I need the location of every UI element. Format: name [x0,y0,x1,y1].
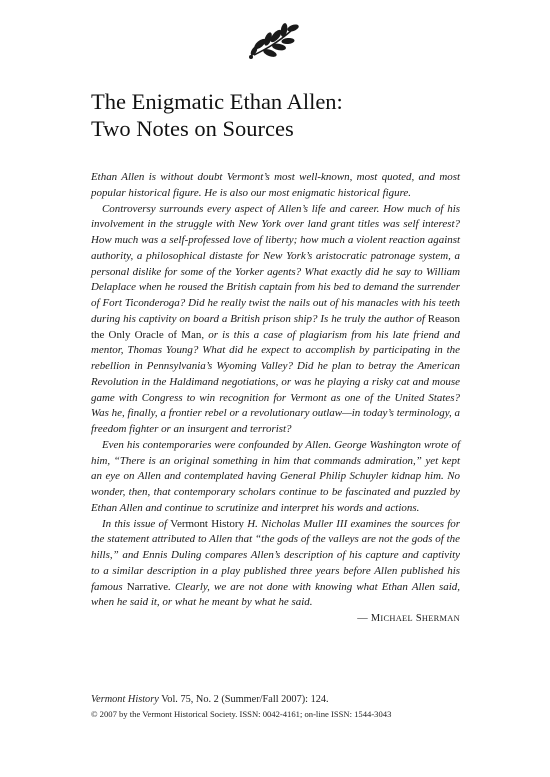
copyright-line: © 2007 by the Vermont Historical Society. ISSN: 0042-4161; on-line ISSN: 1544-3043 [91,709,392,719]
paragraph-this-issue [91,517,460,612]
footer-journal: Vermont History [91,694,159,705]
paragraph-this-issue-text-b: H. Nicholas Muller III examines the sources for the statement attributed to Allen that “the gods of the valleys are not the gods of the hills,” and Ennis Duling compares Allen’s description of his capture and captivity to a similar description in a play published three years before Allen published his famous [91,517,461,593]
title-line-2: Two Notes on Sources [91,116,294,141]
footer-citation: Vol. 75, No. 2 (Summer/Fall 2007): 124. [161,694,329,705]
article-body [91,170,460,627]
title-line-1: The Enigmatic Ethan Allen: [91,89,343,114]
article-title [91,88,471,142]
leaf-branch-icon [246,22,302,62]
paragraph-contemporaries: Even his contemporaries were confounded by Allen. George Washington wrote of him, “There is an original something in him that commands admiration,” yet kept an eye on Allen and contemplated having General Philip Schuyler kidnap him. No wonder, then, that contemporary scholars continue to be fascinated and puzzled by Ethan Allen and continue to scrutinize and interpret his words and actions. [91,438,460,514]
paragraph-controversy [91,202,460,438]
paragraph-controversy-text-b: , or is this a case of plagiarism from his late friend and mentor, Thomas Young? What did he expect to accomplish by participating in the rebellion in Pennsylvania’s Wyoming Valley? Did he plan to betray the American Revolution in the Haldimand negotiations, or was he playing a risky cat and mouse game with Congress to win recognition for Vermont as one of the United States? Was he, finally, a frontier rebel or a revolutionary outlaw—in today’s terminology, a freedom fighter or an insurgent and terrorist? [91,328,460,435]
page-footer [91,693,471,721]
paragraph-controversy-text-a: Controversy surrounds every aspect of Allen’s life and career. How much of his involvement in the struggle with New York over land grant titles was self interest? How much was a self-professed love of liberty; how much a violent reaction against authority, a philosophical distaste for New York’s aristocratic patronage system, a personal dislike for some of the Yorker agents? What exactly did he say to William Delaplace when he roused the British captain from his bed to demand the surrender of Fort Ticonderoga? Did he really twist the nails out of his manacles with his teeth during his captivity on board a British prison ship? Is he truly the author of [91,202,460,325]
author-signature: — MICHAEL SHERMAN [357,613,460,624]
journal-title: Vermont History [170,517,245,530]
paragraph-this-issue-text-c: . Clearly, we are not done with knowing what Ethan Allen said, when he said it, or what he meant by what he said. [91,580,461,609]
narrative-title: Narrative [126,580,169,593]
paragraph-intro: Ethan Allen is without doubt Vermont’s most well-known, most quoted, and most popular historical figure. He is also our most enigmatic historical figure. [91,171,460,199]
paragraph-this-issue-text-a: In this issue of [102,517,168,530]
citation-line [91,693,471,707]
book-title: Reason the Only Oracle of Man [91,312,460,341]
